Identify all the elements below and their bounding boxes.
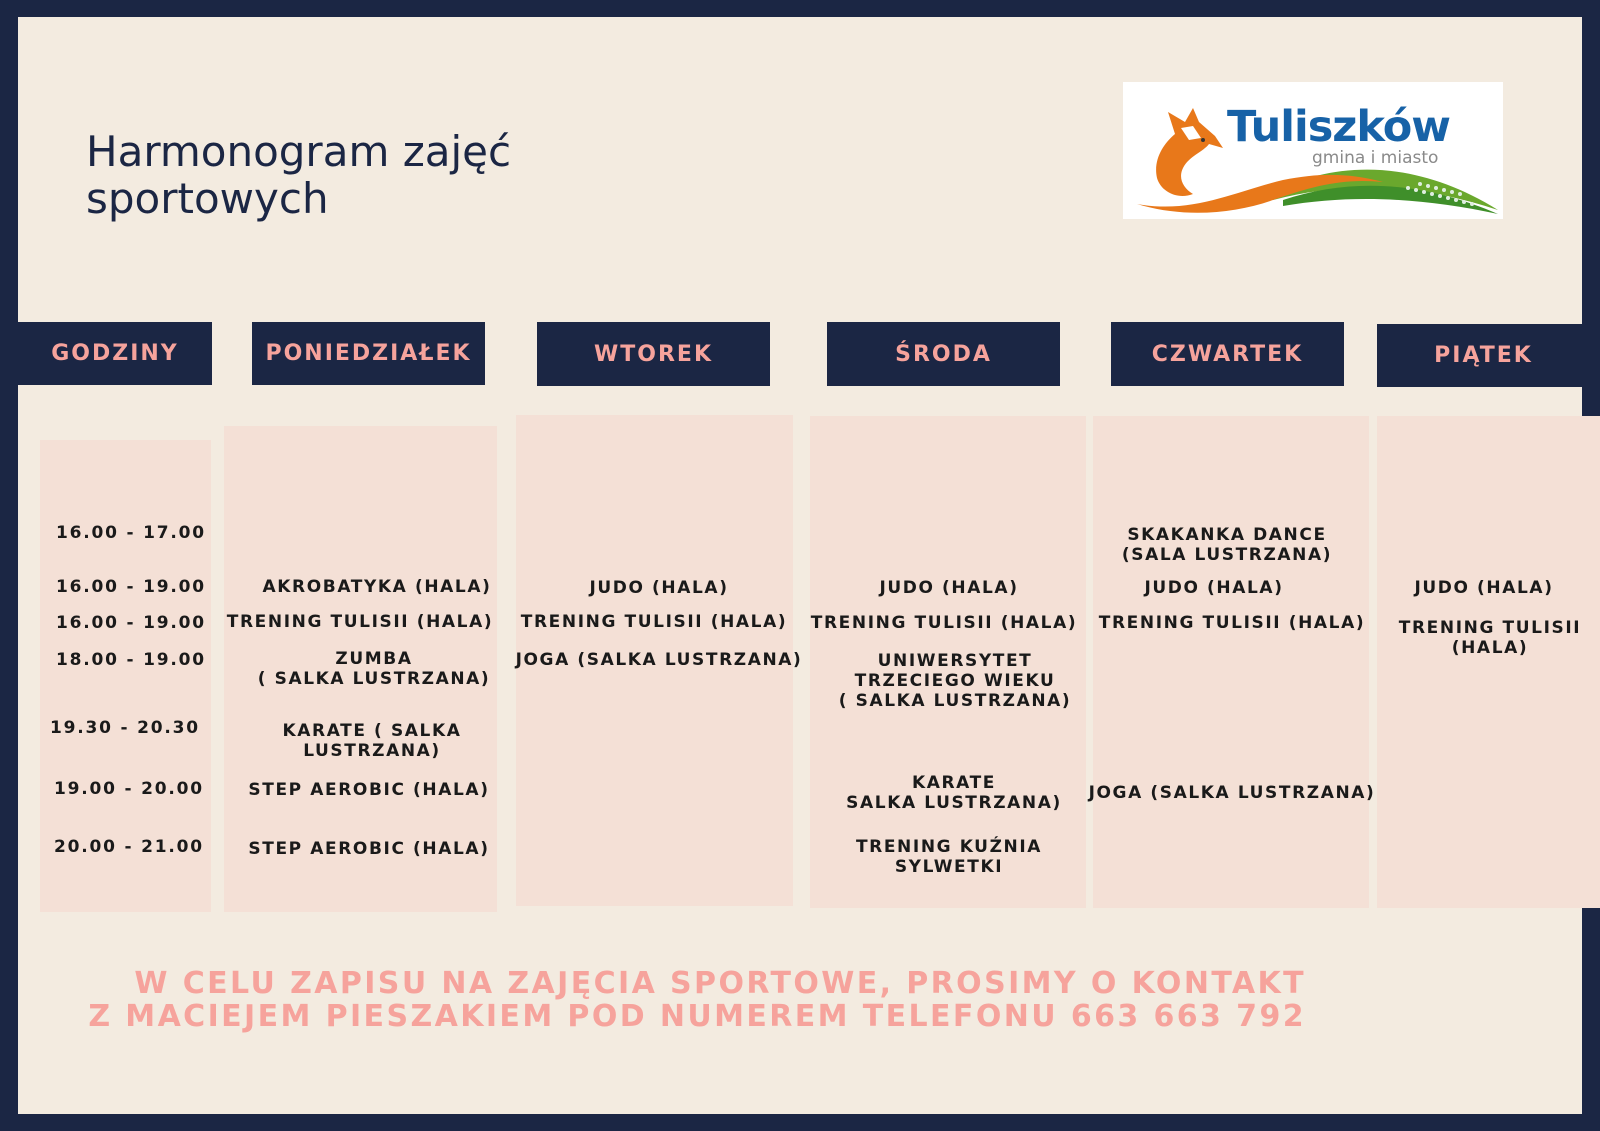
activity-wednesday [811, 613, 1077, 633]
activity-label: JUDO (HALA) [879, 578, 1019, 598]
activity-friday [1399, 618, 1581, 658]
time-slot: 16.00 - 17.00 [56, 523, 206, 543]
activity-label: LUSTRZANA) [303, 741, 441, 761]
header-czwartek [1111, 322, 1344, 386]
activity-label: UNIWERSYTET [877, 651, 1033, 671]
activity-label: TRENING TULISII (HALA) [1098, 613, 1366, 633]
time-slot: 19.30 - 20.30 [50, 718, 200, 738]
activity-thursday [1089, 783, 1376, 803]
header-sroda-label: ŚRODA [895, 341, 992, 367]
activity-label: STEP AEROBIC (HALA) [248, 839, 490, 859]
activity-monday [282, 721, 461, 761]
activity-monday [248, 780, 489, 800]
activity-label: SYLWETKI [894, 857, 1004, 877]
activity-tuesday [589, 578, 728, 598]
activity-label: JUDO (HALA) [1414, 578, 1554, 598]
time-slot: 20.00 - 21.00 [54, 837, 204, 857]
time-slot: 16.00 - 19.00 [56, 577, 206, 597]
activity-wednesday [879, 578, 1018, 598]
activity-label: TRENING KUŹNIA [855, 837, 1043, 857]
activity-monday [258, 649, 491, 689]
logo-subtitle: gmina i miasto [1312, 148, 1439, 168]
footer-line-1: W CELU ZAPISU NA ZAJĘCIA SPORTOWE, PROSIMY O KONTAKT [134, 966, 1306, 1001]
activity-wednesday [856, 837, 1042, 877]
activity-label: TRZECIEGO WIEKU [854, 671, 1056, 691]
activity-label: JUDO (HALA) [1144, 578, 1284, 598]
activity-label: TRENING TULISII (HALA) [226, 612, 494, 632]
activity-label: JOGA (SALKA LUSTRZANA) [1088, 783, 1376, 803]
header-piatek-label: PIĄTEK [1434, 343, 1533, 368]
activity-label: TRENING TULISII (HALA) [810, 613, 1078, 633]
activity-label: KARATE ( SALKA [282, 721, 462, 741]
activity-wednesday [839, 651, 1072, 711]
column-piatek [1377, 416, 1600, 908]
activity-thursday [1099, 613, 1365, 633]
activity-label: TRENING TULISII (HALA) [520, 612, 788, 632]
column-czwartek [1093, 416, 1369, 908]
activity-label: JOGA (SALKA LUSTRZANA) [515, 650, 803, 670]
activity-wednesday [846, 773, 1062, 813]
header-wtorek [537, 322, 770, 386]
activity-label: (SALA LUSTRZANA) [1121, 545, 1333, 565]
activity-label: KARATE [911, 773, 997, 793]
activity-label: ( SALKA LUSTRZANA) [838, 691, 1072, 711]
header-sroda [827, 322, 1060, 386]
activity-label: SALKA LUSTRZANA) [846, 793, 1062, 813]
header-poniedzialek-label: PONIEDZIAŁEK [265, 341, 472, 366]
activity-thursday [1122, 525, 1332, 565]
contact-footer [0, 967, 1306, 1033]
footer-line-2: Z MACIEJEM PIESZAKIEM POD NUMEREM TELEFONU 663 663 792 [88, 999, 1306, 1034]
time-slot: 16.00 - 19.00 [56, 613, 206, 633]
header-godziny-label: GODZINY [51, 341, 179, 366]
time-slot: 18.00 - 19.00 [56, 650, 206, 670]
activity-label: (HALA) [1451, 638, 1529, 658]
activity-tuesday [516, 650, 803, 670]
activity-label: TRENING TULISII [1398, 618, 1582, 638]
activity-monday [263, 577, 492, 597]
activity-thursday [1144, 578, 1283, 598]
activity-friday [1414, 578, 1553, 598]
activity-label: ( SALKA LUSTRZANA) [257, 669, 491, 689]
activity-label: AKROBATYKA (HALA) [262, 577, 492, 597]
time-slot: 19.00 - 20.00 [54, 779, 204, 799]
header-piatek [1377, 324, 1590, 387]
activity-label: STEP AEROBIC (HALA) [248, 780, 490, 800]
activity-label: ZUMBA [335, 649, 413, 669]
activity-tuesday [521, 612, 787, 632]
tuliszkow-logo [1123, 82, 1503, 219]
activity-monday [227, 612, 493, 632]
logo-name: Tuliszków [1227, 102, 1451, 152]
header-poniedzialek [252, 322, 485, 385]
header-wtorek-label: WTOREK [594, 341, 713, 367]
title-line-2: sportowych [86, 174, 329, 223]
header-czwartek-label: CZWARTEK [1151, 341, 1304, 367]
page-title [86, 128, 511, 222]
header-godziny [18, 322, 212, 385]
title-line-1: Harmonogram zajęć [86, 127, 512, 176]
activity-monday [248, 839, 489, 859]
activity-label: SKAKANKA DANCE [1127, 525, 1327, 545]
activity-label: JUDO (HALA) [589, 578, 729, 598]
